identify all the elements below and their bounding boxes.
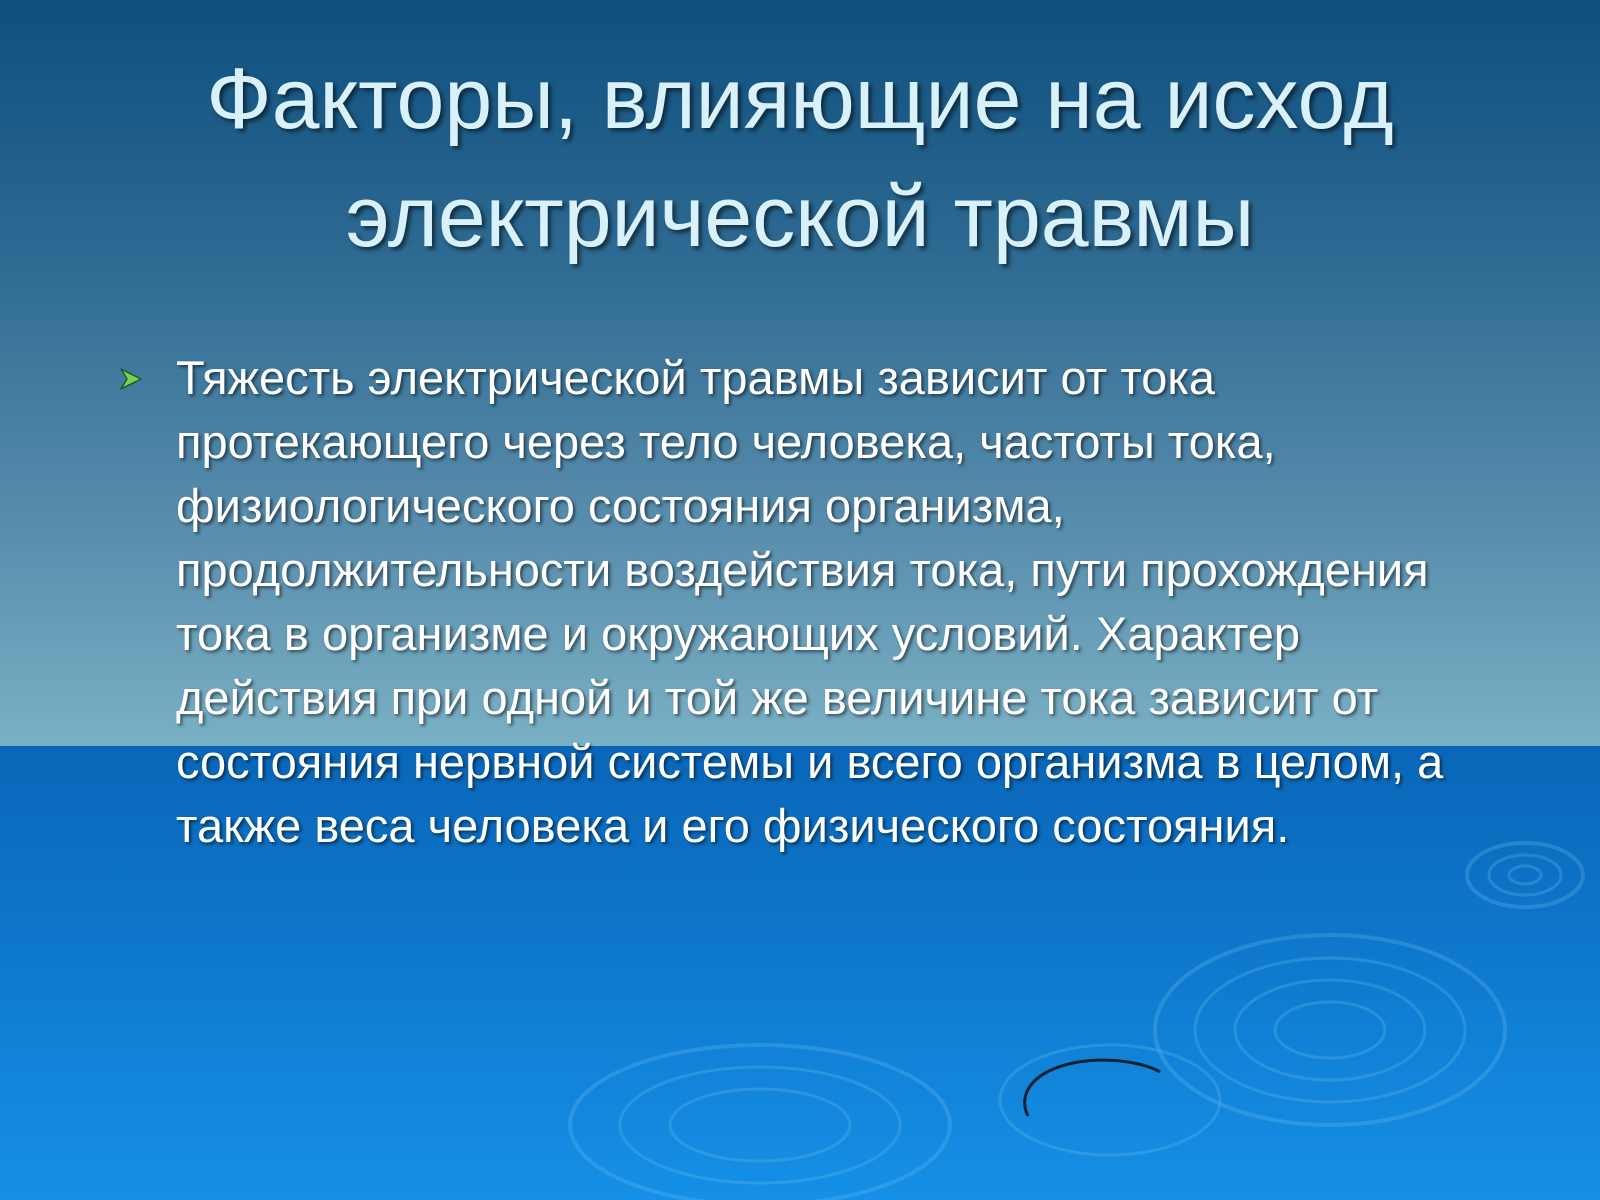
slide-title: Факторы, влияющие на исход электрической травмы [206,51,1394,265]
chevron-arrow-icon [118,366,144,392]
bullet-text: Тяжесть электрической травмы зависит от тока протекающего через тело человека, частоты тока, физиологического состояния организма, продолжительности воздействия тока, пути прохождения тока в организме и окружающих условий. Характер действия при одной и той же величине тока зависит от состояния нервной системы и всего организма в целом, а также веса человека и его физического состояния. [176,351,1444,852]
bullet-list [118,346,1448,858]
bullet-item [118,346,1448,858]
